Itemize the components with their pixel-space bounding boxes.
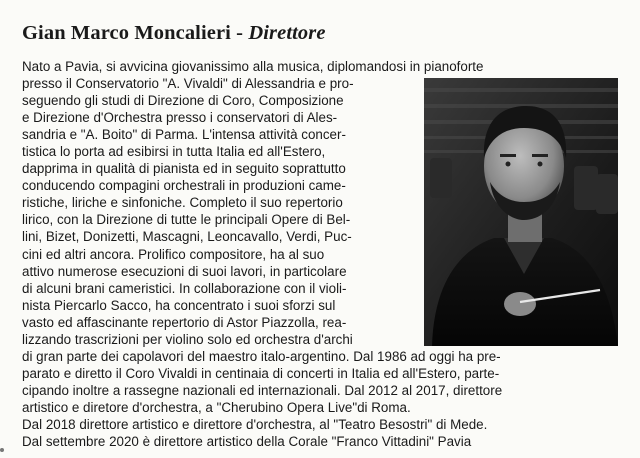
bio-line: di alcuni brani cameristici. In collaborazione con il violi-	[22, 280, 347, 296]
conductor-name: Gian Marco Moncalieri	[22, 22, 231, 44]
bio-line: dapprima in qualità di pianista ed in seguito soprattutto	[22, 161, 346, 177]
bio-line: attivo numerose esecuzioni di suoi lavori, in particolare	[22, 263, 347, 279]
bio-line: parato e diretto il Coro Vivaldi in centinaia di concerti in Italia ed all'Estero, parte-	[22, 365, 500, 381]
bio-line: Dal settembre 2020 è direttore artistico della Corale "Franco Vittadini" Pavia	[22, 434, 472, 450]
page-title	[22, 22, 326, 45]
bio-line: vasto ed affascinante repertorio di Astor Piazzolla, rea-	[22, 314, 347, 330]
bio-line: seguendo gli studi di Direzione di Coro, Composizione	[22, 93, 344, 109]
scan-mark	[0, 448, 4, 452]
conductor-photo	[424, 78, 618, 346]
conductor-role: Direttore	[248, 22, 326, 44]
bio-line: lizzando trascrizioni per violino solo ed orchestra d'archi	[22, 331, 353, 347]
bio-line: artistico e diretore d'orchestra, a "Cherubino Opera Live"di Roma.	[22, 399, 411, 415]
bio-line: e Direzione d'Orchestra presso i conservatori di Ales-	[22, 110, 338, 126]
bio-line: nista Piercarlo Sacco, ha concentrato i suoi sforzi sul	[22, 297, 336, 313]
bio-line: cipando inoltre a rassegne nazionali ed internazionali. Dal 2012 al 2017, direttore	[22, 382, 503, 398]
bio-line: tistica lo porta ad esibirsi in tutta Italia ed all'Estero,	[22, 144, 326, 160]
bio-line: lini, Bizet, Donizetti, Mascagni, Leoncavallo, Verdi, Puc-	[22, 229, 352, 245]
bio-line: lirico, con la Direzione di tutte le principali Opere di Bel-	[22, 212, 351, 228]
bio-line: cini ed altri ancora. Prolifico compositore, ha al suo	[22, 246, 325, 262]
bio-line: Nato a Pavia, si avvicina giovanissimo alla musica, diplomandosi in pianoforte	[22, 59, 484, 74]
bio-line: conducendo compagini orchestrali in produzioni came-	[22, 178, 346, 194]
bio-line: Dal 2018 direttore artistico e direttore d'orchestra, al "Teatro Besostri" di Mede.	[22, 416, 488, 432]
title-separator: -	[230, 22, 249, 44]
bio-line: sandria e "A. Boito" di Parma. L'intensa attività concer-	[22, 127, 346, 143]
bio-line: presso il Conservatorio "A. Vivaldi" di Alessandria e pro-	[22, 76, 354, 92]
bio-line: di gran parte dei capolavori del maestro italo-argentino. Dal 1986 ad oggi ha pre-	[22, 348, 501, 364]
bio-line: ristiche, liriche e sinfoniche. Completo il suo repertorio	[22, 195, 343, 211]
